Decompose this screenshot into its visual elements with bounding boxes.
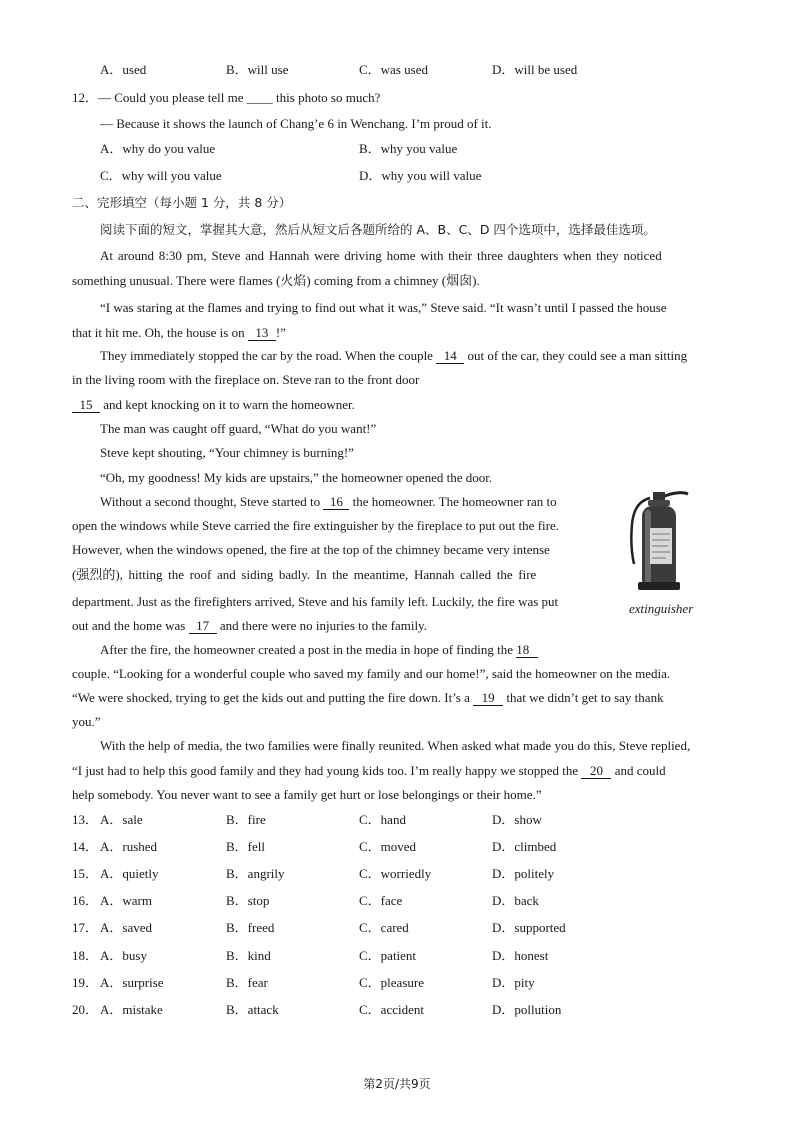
passage-line: department. Just as the firefighters arrived, Steve and his family left. Luckily, the fire was put: [72, 594, 559, 609]
option-c: C．hand: [359, 812, 406, 827]
option-number: 18．: [72, 948, 99, 963]
blank-16: 16: [323, 495, 349, 510]
option-d: D．climbed: [492, 839, 557, 854]
passage-text: out of the car, they could see a man sitting: [464, 348, 688, 363]
passage-text: They immediately stopped the car by the road. When the couple: [100, 348, 437, 363]
passage-line: [100, 642, 538, 658]
passage-text: that it hit me. Oh, the house is on: [72, 325, 248, 340]
passage-text: After the fire, the homeowner created a post in the media in hope of finding the: [100, 642, 517, 657]
passage-line: [72, 690, 664, 706]
option-d: D．back: [492, 893, 539, 908]
passage-text: “I just had to help this good family and they had young kids too. I’m really happy we stopped the: [72, 763, 582, 778]
passage-text: “We were shocked, trying to get the kids out and putting the fire down. It’s a: [72, 690, 474, 705]
section-instruction: 阅读下面的短文，掌握其大意，然后从短文后各题所给的 A、B、C、D 四个选项中，选择最佳选项。: [100, 222, 656, 237]
passage-line: With the help of media, the two families were finally reunited. When asked what made you do this, Steve replied,: [100, 738, 691, 753]
option-number: 14．: [72, 839, 99, 854]
q12-number: 12．: [72, 90, 99, 105]
option-d: D．pity: [492, 975, 535, 990]
passage-line: [72, 618, 427, 634]
q12-stem: [72, 90, 380, 106]
passage-line: open the windows while Steve carried the fire extinguisher by the fireplace to put out the fire.: [72, 518, 559, 533]
q11-option-c: C．was used: [359, 62, 428, 77]
image-caption: extinguisher: [629, 601, 694, 616]
option-a: A．warm: [100, 893, 152, 908]
passage-line: something unusual. There were flames (火焰) coming from a chimney (烟囱).: [72, 273, 480, 288]
fire-extinguisher-icon: [620, 484, 700, 594]
option-c: C．accident: [359, 1002, 424, 1017]
option-number: 19．: [72, 975, 99, 990]
passage-text: Without a second thought, Steve started to: [100, 494, 324, 509]
passage-line: couple. “Looking for a wonderful couple who saved my family and our home!”, said the homeowner on the media.: [72, 666, 671, 681]
q12-option-c: C．why will you value: [100, 168, 222, 183]
option-d: D．show: [492, 812, 542, 827]
passage-line: Steve kept shouting, “Your chimney is burning!”: [100, 445, 354, 460]
option-b: B．freed: [226, 920, 275, 935]
passage-line: [72, 763, 666, 779]
option-number: 15．: [72, 866, 99, 881]
option-a: A．surprise: [100, 975, 164, 990]
section-title: 二、完形填空（每小题 1 分，共 8 分）: [72, 195, 292, 210]
q12-option-d: D．why you will value: [359, 168, 482, 183]
blank-17: 17: [189, 619, 217, 634]
passage-line: [100, 348, 687, 364]
passage-line: in the living room with the fireplace on. Steve ran to the front door: [72, 372, 420, 387]
passage-line: [100, 494, 557, 510]
option-number: 17．: [72, 920, 99, 935]
option-a: A．quietly: [100, 866, 159, 881]
blank-18: 18: [516, 643, 538, 658]
passage-text: that we didn’t get to say thank: [503, 690, 664, 705]
option-number: 13．: [72, 812, 99, 827]
passage-line: help somebody. You never want to see a family get hurt or lose belongings or their home.”: [72, 787, 542, 802]
q11-option-b: B．will use: [226, 62, 289, 77]
option-number: 20．: [72, 1002, 99, 1017]
blank-13: 13: [248, 326, 276, 341]
option-b: B．stop: [226, 893, 270, 908]
option-b: B．attack: [226, 1002, 279, 1017]
option-c: C．worriedly: [359, 866, 432, 881]
passage-line: “I was staring at the flames and trying to find out what it was,” Steve said. “It wasn’t until I passed the house: [100, 300, 667, 315]
q11-option-d: D．will be used: [492, 62, 578, 77]
passage-line: However, when the windows opened, the fire at the top of the chimney became very intense: [72, 542, 550, 557]
q12-stem-pre: — Could you please tell me: [98, 90, 247, 105]
q11-option-a: A．used: [100, 62, 147, 77]
blank-19: 19: [473, 691, 503, 706]
option-d: D．pollution: [492, 1002, 562, 1017]
passage-text: and could: [611, 763, 666, 778]
option-number: 16．: [72, 893, 99, 908]
option-b: B．fell: [226, 839, 265, 854]
option-b: B．kind: [226, 948, 271, 963]
option-a: A．busy: [100, 948, 147, 963]
passage-text: and kept knocking on it to warn the homeowner.: [100, 397, 355, 412]
blank-20: 20: [581, 764, 611, 779]
passage-text: !”: [275, 325, 286, 340]
passage-text: the homeowner. The homeowner ran to: [349, 494, 557, 509]
passage-line: you.”: [72, 714, 101, 729]
blank-14: 14: [436, 349, 464, 364]
blank-15: 15: [72, 398, 100, 413]
option-a: A．rushed: [100, 839, 158, 854]
passage-line: (强烈的), hitting the roof and siding badly. In the meantime, Hannah called the fire: [72, 567, 537, 582]
option-b: B．fire: [226, 812, 266, 827]
option-c: C．face: [359, 893, 403, 908]
option-c: C．pleasure: [359, 975, 424, 990]
option-d: D．politely: [492, 866, 555, 881]
option-b: B．fear: [226, 975, 268, 990]
passage-line: “Oh, my goodness! My kids are upstairs,” the homeowner opened the door.: [100, 470, 493, 485]
passage-line: [72, 397, 355, 413]
page-footer: 第2页/共9页: [363, 1077, 431, 1091]
passage-line: The man was caught off guard, “What do you want!”: [100, 421, 377, 436]
q12-option-b: B．why you value: [359, 141, 458, 156]
passage-line: At around 8:30 pm, Steve and Hannah were driving home with their three daughters when they noticed: [100, 248, 662, 263]
option-c: C．moved: [359, 839, 417, 854]
q12-reply: — Because it shows the launch of Chang’e 6 in Wenchang. I’m proud of it.: [100, 116, 492, 131]
option-d: D．supported: [492, 920, 566, 935]
option-a: A．mistake: [100, 1002, 163, 1017]
q12-stem-post: this photo so much?: [272, 90, 381, 105]
option-a: A．saved: [100, 920, 152, 935]
option-d: D．honest: [492, 948, 549, 963]
option-a: A．sale: [100, 812, 143, 827]
option-b: B．angrily: [226, 866, 285, 881]
passage-text: and there were no injuries to the family.: [216, 618, 427, 633]
option-c: C．cared: [359, 920, 409, 935]
q12-option-a: A．why do you value: [100, 141, 216, 156]
q12-stem-blank: ____: [246, 90, 273, 105]
passage-text: out and the home was: [72, 618, 189, 633]
option-c: C．patient: [359, 948, 417, 963]
passage-line: [72, 325, 286, 341]
